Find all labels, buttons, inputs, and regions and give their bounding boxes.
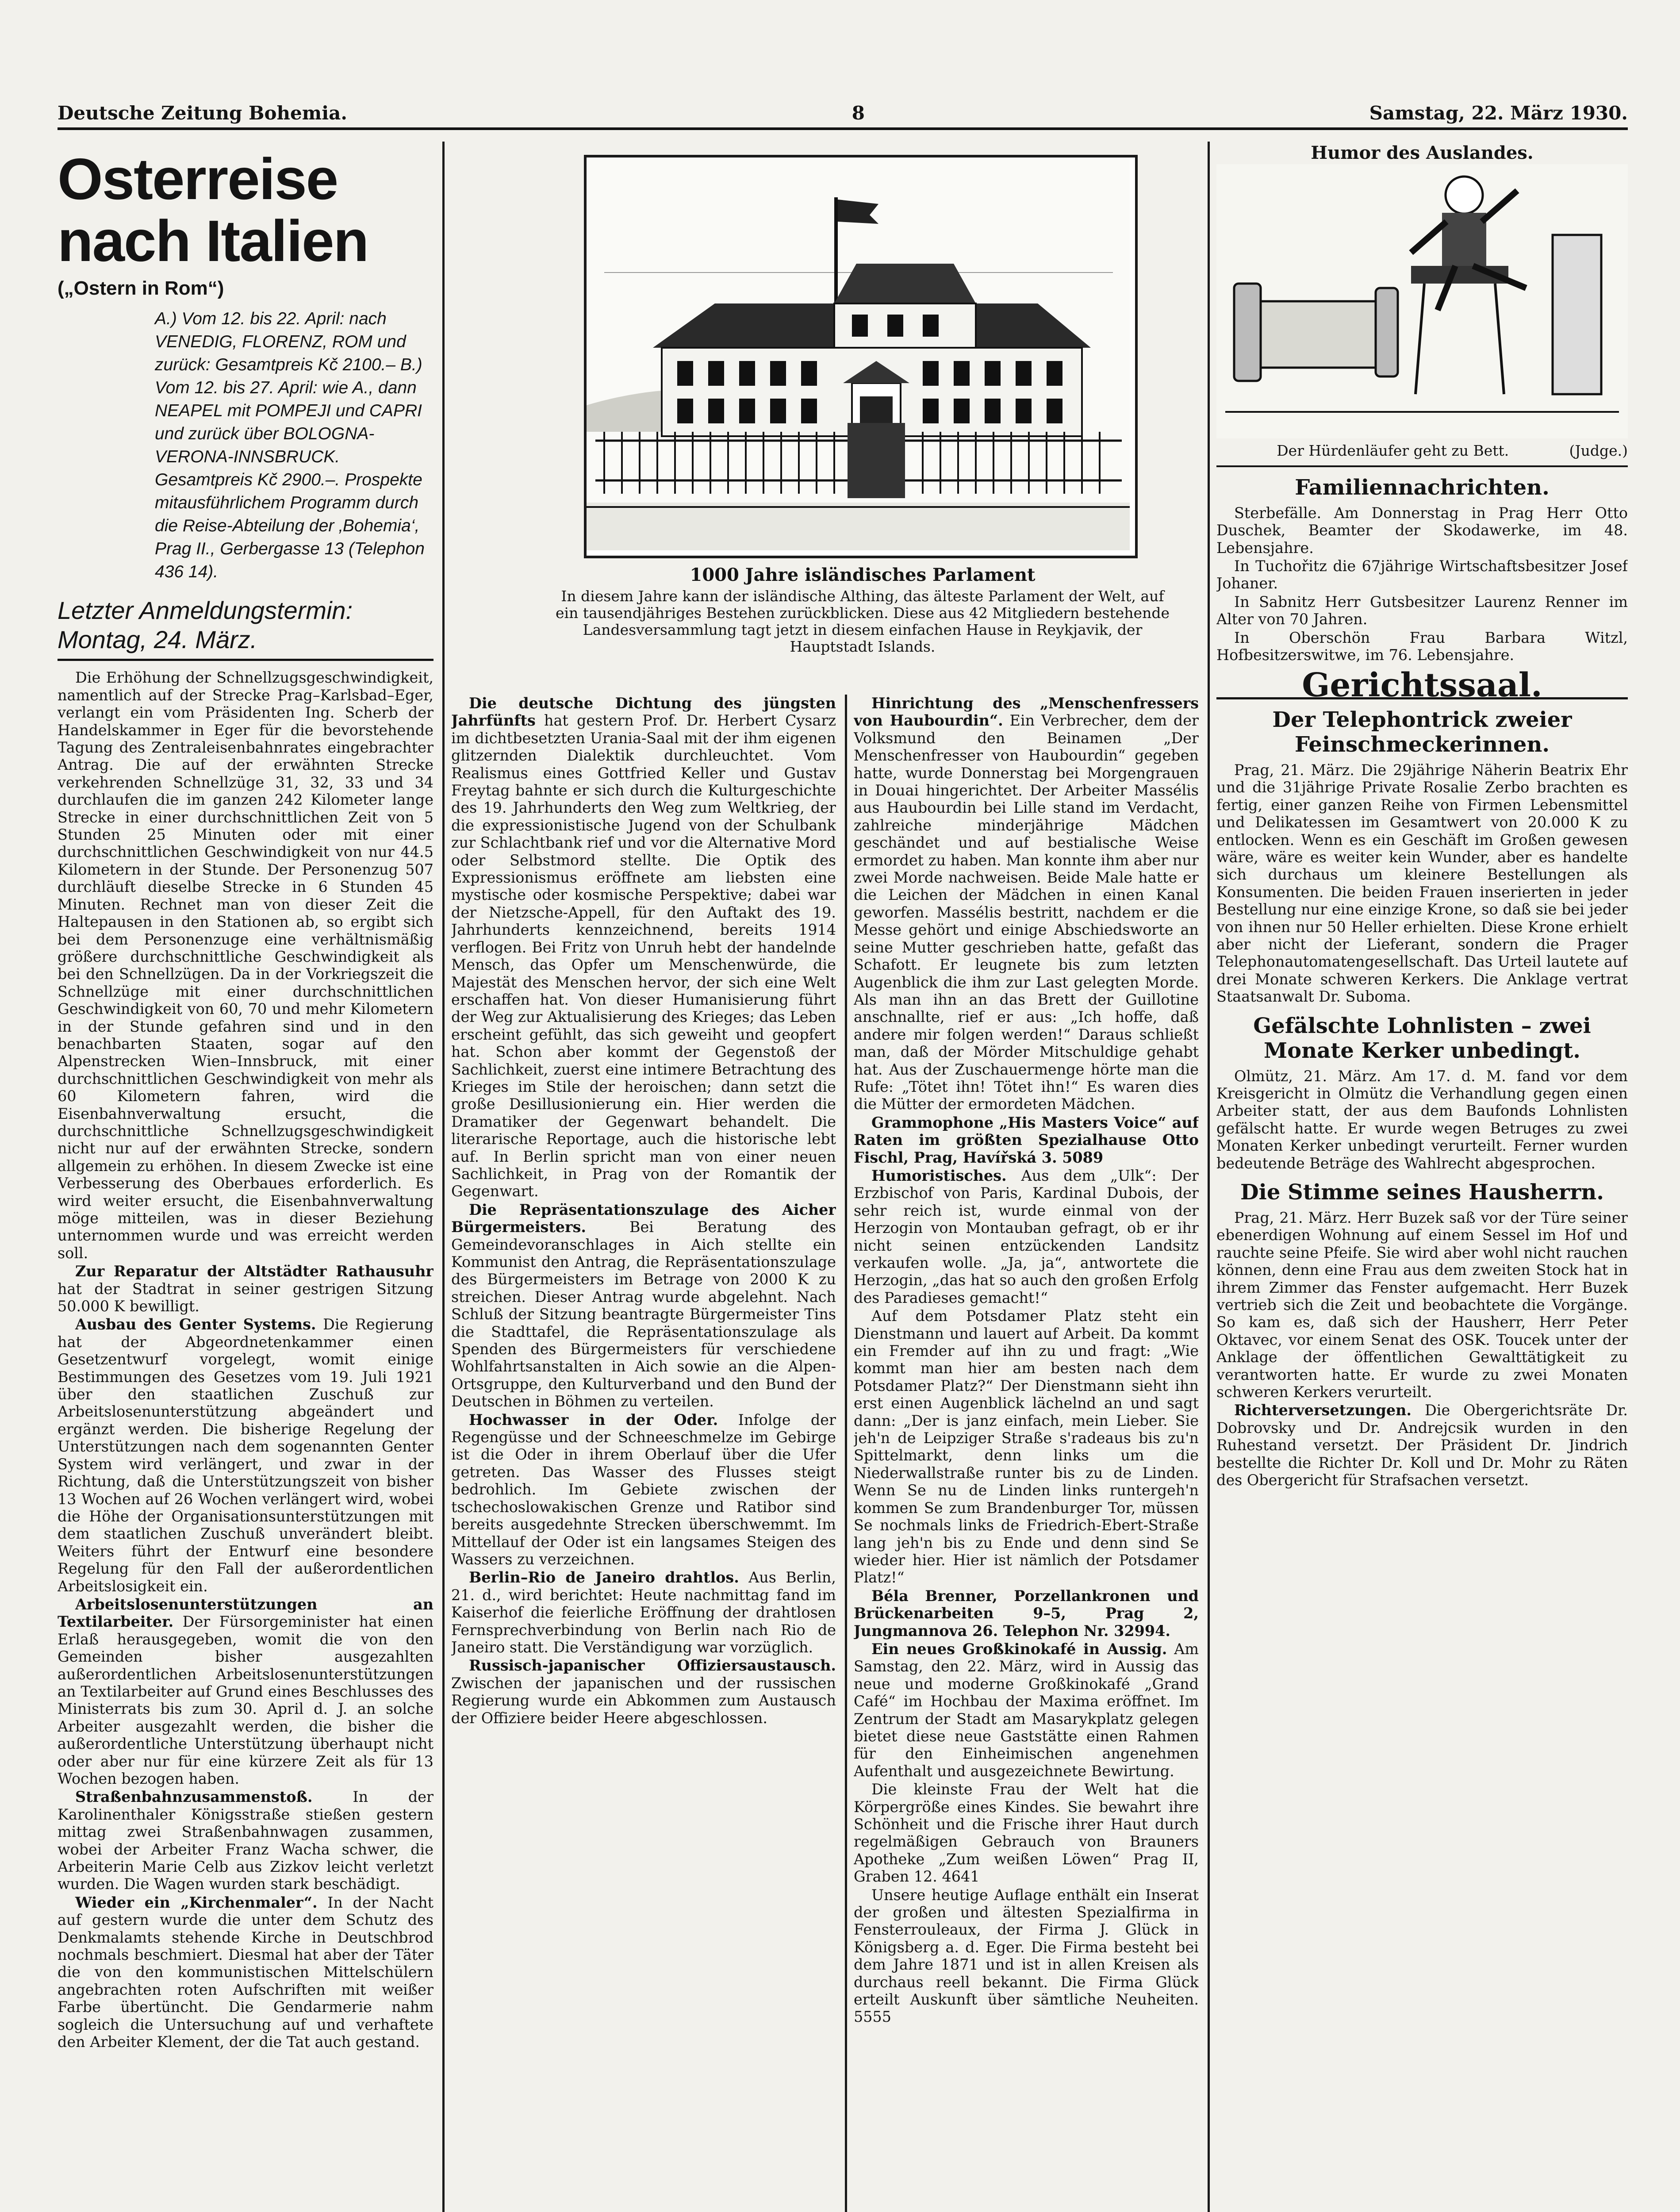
family-notice: In Sabnitz Herr Gutsbesitzer Laurenz Renner im Alter von 70 Jahren. <box>1216 593 1628 628</box>
column-rule <box>845 695 847 2212</box>
article-text: Zwischen der japanischen und der russischen Regierung wurde ein Abkommen zum Austausch der Offiziere beider Heere abgeschlossen. <box>451 1674 836 1727</box>
ad-subtitle: („Ostern in Rom“) <box>58 277 224 299</box>
article-text: Infolge der Regengüsse und der Schneeschmelze im Gebirge ist die Oder in ihrem Oberlauf über die Ufer getreten. Das Wasser des Flusses steigt bedrohlich. Im Gebiete zwischen der tschechoslowakischen Grenze und Ratibor sind bereits ausgedehnte Strecken überschwemmt. Im Mittellauf der Oder ist ein langsames Steigen des Wassers zu verzeichnen. <box>451 1411 836 1568</box>
article-text: Aus dem „Ulk“: Der Erzbischof von Paris, Kardinal Dubois, der sehr reich ist, wurde einmal von der Herzogin von Montauban gefragt, ob er ihr nicht seinen entzückenden Landsitz verkaufen wolle. „Ja, ja“, antwortete die Herzogin, „das hat so auch den großen Erfolg des Paradieses gemacht!“ <box>854 1167 1199 1306</box>
article-text: hat gestern Prof. Dr. Herbert Cysarz im dichtbesetzten Urania-Saal mit der ihm eigenen glitzernden Dialektik durchleuchtet. Vom Realismus eines Gottfried Keller und Gustav Freytag bahnte er sich durch die Kulturgeschichte des 19. Jahrhunderts den Weg zum Weltkrieg, der die expressionistische Jugend von der Schulbank zur Schlachtbank rief und vor die Alternative Mord oder Selbstmord stellte. Die Optik des Expressionismus eröffnete am liebsten eine mystische oder kosmische Perspektive; dabei war der Nietzsche-Appell, für den Auftakt des 19. Jahrhunderts kennzeichnend, bereits 1914 verflogen. Bei Fritz von Unruh hebt der handelnde Mensch, das Opfer um Menschenwürde, die Majestät des Menschen hervor, der sich eine Welt erschaffen hat. Von dieser Humanisierung führt der Weg zur Aktualisierung des Krieges; das Leben erscheint gefühlt, das sich geweiht und geopfert hat. Schon aber kommt der Gegenstoß der Sachlichkeit, zuerst eine intimere Betrachtung des Krieges im Stile der heroischen; dann setzt die große Desillusionierung ein. Hier werden die Dramatiker der Gegenwart behandelt. Die literarische Reportage, auch die historische lebt auf. In Berlin spricht man von einer neuen Sachlichkeit, in Prag von der Romantik der Gegenwart. <box>451 712 836 1200</box>
article-heading: Richterversetzungen. <box>1234 1402 1412 1419</box>
article-heading: Hochwasser in der Oder. <box>469 1411 718 1429</box>
article-text: Die Regierung hat der Abgeordnetenkammer einen Gesetzentwurf vorgelegt, womit einige Bestimmungen des Gesetzes vom 19. Juli 1921 über den staatlichen Zuschuß zur Arbeitslosenunterstützung abgeändert und ergänzt werden. Die bisherige Regelung der Unterstützungen nach dem sogenannten Genter System wird verlängert, und zwar in der Richtung, daß die Unterstützungszeit von bisher 13 Wochen auf 26 Wochen verlängert wird, wobei die Höhe der Organisationsunterstützungen mit dem staatlichen Zuschuß unverändert bleibt. Weiters führt der Entwurf eine besondere Regelung für den Fall der außerordentlichen Arbeitslosigkeit ein. <box>58 1316 433 1595</box>
deadline-label: Letzter Anmeldungstermin: <box>58 596 353 625</box>
paper-name: Deutsche Zeitung Bohemia. <box>58 102 347 124</box>
article-text: Auf dem Potsdamer Platz steht ein Dienstmann und lauert auf Arbeit. Da kommt ein Fremder auf ihn zu und fragt: „Wie kommt man hier am besten nach dem Potsdamer Platz?“ Der Dienstmann sieht ihn erst einen Augenblick lächelnd an und sagt dann: „Der is janz einfach, mein Lieber. Sie jeh'n de Leipziger Straße s'radeaus bis zu'n Spittelmarkt, denn links um die Niederwallstraße runter bis zu de Linden. Wenn Se nu de Linden links runtergeh'n kommen Se zum Brandenburger Tor, müssen Se nochmals links de Friedrich-Ebert-Straße lang jeh'n bis zu Ende und denn sind Se wieder hier. Hier ist nämlich der Potsdamer Platz!“ <box>854 1307 1199 1586</box>
article-heading: Der Telephontrick zweier Feinschmeckerinnen. <box>1272 707 1572 757</box>
article-text: Bei Beratung des Gemeindevoranschlages in Aich stellte ein Kommunist den Antrag, die Repräsentationszulage des Bürgermeisters im Betrage von 2000 K zu streichen. Dieser Antrag wurde abgelehnt. Nach Schluß der Sitzung beantragte Bürgermeister Tins die Stadttafel, die Repräsentationszulage als Spenden des Bürgermeisters für verschiedene Wohlfahrtsanstalten in Aich sowie an die Alpen-Ortsgruppe, den Kulturverband und den Bund der Deutschen in Böhmen zu verteilen. <box>451 1218 836 1410</box>
cartoon-caption <box>1216 442 1628 459</box>
page-number: 8 <box>852 102 865 124</box>
column-3 <box>854 695 1199 2212</box>
article-text: Olmütz, 21. März. Am 17. d. M. fand vor dem Kreisgericht in Olmütz die Verhandlung gegen einen Arbeiter statt, der aus dem Baufonds Lohnlisten gefälscht hatte. Er wurde wegen Betruges zu zwei Monaten Kerker unbedingt verurteilt. Ferner wurden bedeutende Beträge des Wahlrecht abgesprochen. <box>1216 1067 1628 1172</box>
parliament-illustration <box>584 155 1138 558</box>
article-text: Die Obergerichtsräte Dr. Dobrovsky und Dr. Andrejcsik wurden in den Ruhestand versetzt. Der Präsident Dr. Jindrich bestellte die Richter Dr. Koll und Dr. Mohr zu Räten des Obergericht für Strafsachen versetzt. <box>1216 1402 1628 1489</box>
issue-date: Samstag, 22. März 1930. <box>1369 102 1628 124</box>
iceland-feature <box>553 155 1172 686</box>
article-heading: Ein neues Großkinokafé in Aussig. <box>871 1640 1167 1658</box>
article-heading: Hinrichtung des „Menschenfressers von Haubourdin“. <box>854 695 1199 730</box>
column-rule <box>1208 142 1210 2212</box>
family-notice: In Oberschön Frau Barbara Witzl, Hofbesitzerswitwe, im 76. Lebensjahre. <box>1216 629 1628 664</box>
column-2 <box>451 695 836 2212</box>
court-title: Gerichtssaal. <box>1216 677 1628 699</box>
family-notice: In Tuchořitz die 67jährige Wirtschaftsbesitzer Josef Johaner. <box>1216 557 1628 592</box>
article-text: Der Fürsorgeminister hat einen Erlaß herausgegeben, womit die von den Gemeinden bisher ausgezahlten außerordentlichen Arbeitslosenunterstützungen an Textilarbeiter auf Grund eines Beschlusses des Ministerrats bis zum 30. April d. J. an solche Arbeiter ausgezahlt werden, die bisher die außerordentliche Unterstützung überhaupt nicht oder aber nur für eine kürzere Zeit als für 13 Wochen bezogen haben. <box>58 1613 433 1787</box>
article-heading: Ausbau des Genter Systems. <box>75 1316 316 1333</box>
family-title: Familiennachrichten. <box>1295 475 1550 500</box>
article-heading: Russisch-japanischer Offiziersaustausch. <box>469 1657 836 1674</box>
cartoon-caption-text: Der Hürdenläufer geht zu Bett. <box>1277 442 1509 459</box>
article-heading: Die deutsche Dichtung des jüngsten Jahrfünfts <box>451 695 836 730</box>
divider <box>1216 465 1628 467</box>
article-text: Ein Verbrecher, dem der Volksmund den Beinamen „Der Menschenfresser von Haubourdin“ gegeben hatte, wurde Donnerstag bei Morgengrauen in Douai hingerichtet. Der Arbeiter Massélis aus Haubourdin bei Lille stand im Verdacht, zahlreiche minderjährige Mädchen geschändet und auf bestialische Weise ermordet zu haben. Man konnte ihm aber nur zwei Morde nachweisen. Beide Male hatte er die Leichen der Mädchen in einen Kanal geworfen. Massélis bestritt, nachdem er die Messe gehört und einige Abschiedsworte an seine Mutter geschrieben hatte, gefaßt das Schafott. Er leugnete bis zum letzten Augenblick die ihm zur Last gelegten Morde. Als man ihn an das Brett der Guillotine anschnallte, rief er aus: „Ich hoffe, daß andere mir folgen werden!“ Daraus schließt man, daß der Mörder Mitschuldige gehabt hat. Aus der Zuschauermenge hörte man die Rufe: „Tötet ihn! Tötet ihn!“ Es waren dies die Mütter der ermordeten Mädchen. <box>854 712 1199 1113</box>
ad-headline-1: Osterreise <box>58 146 338 211</box>
article-heading: Berlin–Rio de Janeiro drahtlos. <box>469 1569 739 1586</box>
article-text: Aus Berlin, 21. d., wird berichtet: Heute nachmittag fand im Kaiserhof die feierliche Eröffnung der drahtlosen Fernsprechverbindung von Berlin nach Rio de Janeiro statt. Die Verständigung war vorzüglich. <box>451 1569 836 1656</box>
article-text: hat der Stadtrat in seiner gestrigen Sitzung 50.000 K bewilligt. <box>58 1280 433 1315</box>
article-heading: Wieder ein „Kirchenmaler“. <box>75 1893 318 1911</box>
article-text: Prag, 21. März. Herr Buzek saß vor der Türe seiner ebenerdigen Wohnung auf einem Sessel im Hof und rauchte seine Pfeife. Sie wird aber wohl nicht rauchen können, denn eine Frau aus dem zweiten Stock hat in ihrem Zimmer das Fenster aufgemacht. Herr Buzek vertrieb sich die Zeit und beobachtete die Vorgänge. So kam es, daß sich der Hausherr, Herr Peter Oktavec, vor einem Senat des OSK. Toucek unter der Anklage der öffentlichen Gewalttätigkeit zu verantworten hatte. Er wurde zu zwei Monaten schweren Kerkers verurteilt. <box>1216 1209 1628 1401</box>
article-heading: Die Repräsentationszulage des Aicher Bürgermeisters. <box>451 1201 836 1236</box>
article-heading: Humoristisches. <box>871 1167 1007 1184</box>
article-heading: Die Stimme seines Hausherrn. <box>1240 1180 1604 1205</box>
cartoon-title: Humor des Auslandes. <box>1311 142 1534 163</box>
hurdler-cartoon <box>1216 164 1628 438</box>
travel-ad <box>58 146 433 661</box>
ad-headline-2: nach Italien <box>58 208 368 273</box>
article-heading: Arbeitslosenunterstützungen an Textilarbeiter. <box>58 1595 433 1631</box>
parliament-house-drawing <box>587 157 1130 550</box>
article-text: Die Erhöhung der Schnellzugsgeschwindigkeit, namentlich auf der Strecke Prag–Karlsbad–Eger, verlangt ein vom Präsidenten Ing. Scherb der Handelskammer in Eger für die bevorstehende Tagung des Zentraleisenbahnrates eingebrachter Antrag. Die auf der erwähnten Strecke verkehrenden Schnellzüge 31, 32, 33 und 34 durchlaufen die im ganzen 242 Kilometer lange Strecke in einer durchschnittlichen Zeit von 5 Stunden 25 Minuten oder mit einer durchschnittlichen Geschwindigkeit von nur 44.5 Kilometern in der Stunde. Der Personenzug 507 durchläuft dieselbe Strecke in 6 Stunden 45 Minuten. Rechnet man von dieser Zeit die Haltepausen in den Stationen ab, so ergibt sich bei dem Personenzuge eine verhältnismäßig größere durchschnittliche Geschwindigkeit als bei den Schnellzügen. Da in der Vorkriegszeit die Schnellzüge mit einer durchschnittlichen Geschwindigkeit von 60, 70 und mehr Kilometern in der Stunde gefahren sind und in den benachbarten Staaten, sogar auf den Alpenstrecken Wien–Innsbruck, mit einer durchschnittlichen Geschwindigkeit von mehr als 60 Kilometern fahren, wird die Eisenbahnverwaltung ersucht, die durchschnittliche Schnellzugsgeschwindigkeit nicht nur auf der erwähnten Strecke, sondern allgemein zu erhöhen. In diesem Zwecke ist eine Verbesserung des Oberbaues erforderlich. Es wird weiter ersucht, die Eisenbahnverwaltung möge mitteilen, was in dieser Beziehung unternommen wurde und was erreicht werden soll. <box>58 669 433 1262</box>
article-text: In der Nacht auf gestern wurde die unter dem Schutz des Denkmalamts stehende Kirche in Deutschbrod nochmals beschmiert. Diesmal hat aber der Täter die von den kommunistischen Mittelschülern angebrachten roten Aufschriften mit weißer Farbe übertüncht. Die Gendarmerie nahm sogleich die Untersuchung auf und verhaftete den Arbeiter Klement, der die Tat auch gestand. <box>58 1893 433 2051</box>
classified-ad: Die kleinste Frau der Welt hat die Körpergröße eines Kindes. Sie bewahrt ihre Schönheit und die Frische ihrer Haut durch regelmäßigen Gebrauch von Brauners Apotheke „Zum weißen Löwen“ Prag II, Graben 12. 4641 <box>854 1781 1199 1886</box>
classified-ad: Grammophone „His Masters Voice“ auf Raten im größten Spezialhause Otto Fischl, Prag, Havířská 3. 5089 <box>854 1114 1199 1166</box>
article-heading: Gefälschte Lohnlisten – zwei Monate Kerker unbedingt. <box>1253 1013 1591 1063</box>
caption-heading: 1000 Jahre isländisches Parlament <box>690 565 1036 585</box>
column-4 <box>1216 142 1628 2212</box>
ad-offer: A.) Vom 12. bis 22. April: nach VENEDIG, FLORENZ, ROM und zurück: Gesamtpreis Kč 2100.– B.) Vom 12. bis 27. April: wie A., dann NEAPEL mit POMPEJI und CAPRI und zurück über BOLOGNA-VERONA-INNSBRUCK. Gesamtpreis Kč 2900.–. Prospekte mitausführlichem Programm durch die Reise-Abteilung der ‚Bohemia‘, Prag II., Gerbergasse 13 (Telephon 436 14). <box>155 309 425 582</box>
deadline-date: Montag, 24. März. <box>58 626 257 654</box>
cartoon-source: (Judge.) <box>1569 442 1628 459</box>
article-text: Am Samstag, den 22. März, wird in Aussig das neue und moderne Großkinokafé „Grand Café“ im Hochbau der Maxima eröffnet. Im Zentrum der Stadt am Masarykplatz gelegen bietet diese neue Gaststätte einen Rahmen für den Einheimischen angenehmen Aufenthalt und ausgezeichnete Bewirtung. <box>854 1640 1199 1780</box>
newspaper-page <box>58 75 1628 2212</box>
article-heading: Zur Reparatur der Altstädter Rathausuhr <box>75 1263 433 1280</box>
column-1 <box>58 142 433 2212</box>
ad-deadline <box>58 596 433 661</box>
classified-ad: Béla Brenner, Porzellankronen und Brückenarbeiten 9–5, Prag 2, Jungmannova 26. Telephon Nr. 32994. <box>854 1587 1199 1640</box>
article-heading: Straßenbahnzusammenstoß. <box>75 1788 313 1806</box>
classified-ad: Unsere heutige Auflage enthält ein Inserat der großen und ältesten Spezialfirma in Fensterrouleaux, der Firma J. Glück in Königsberg a. d. Eger. Die Firma besteht bei dem Jahre 1871 und ist in allen Kreisen als durchaus reell bekannt. Die Firma Glück erteilt Auskunft über sämtliche Neuheiten. 5555 <box>854 1886 1199 2026</box>
article-text: Prag, 21. März. Die 29jährige Näherin Beatrix Ehr und die 31jährige Private Rosalie Zerbo brachten es fertig, einer ganzen Reihe von Firmen Lebensmittel und Delikatessen im Gesamtwert von 20.000 K zu entlocken. Wenn es ein Geschäft im Großen gewesen wäre, wäre es weiter kein Wunder, aber es handelte sich durchaus um kleinere Bestellungen als Konsumenten. Die beiden Frauen inserierten in jeder Bestellung nur eine einzige Krone, so daß sie bei jeder von ihnen nur 50 Heller erhielten. Diese Krone erhielt aber nicht der Lieferant, sondern die Prager Telephonautomatengesellschaft. Das Urteil lautete auf drei Monate schweren Kerkers. Die Anklage vertrat Staatsanwalt Dr. Suboma. <box>1216 761 1628 1006</box>
article-text: In der Karolinenthaler Königsstraße stießen gestern mittag zwei Straßenbahnwagen zusammen, wobei der Arbeiter Franz Wacha schwer, die Arbeiterin Marie Celb aus Zizkov leicht verletzt wurden. Die Wagen wurden stark beschädigt. <box>58 1788 433 1893</box>
family-notice: Sterbefälle. Am Donnerstag in Prag Herr Otto Duschek, Beamter der Skodawerke, im 48. Lebensjahre. <box>1216 504 1628 557</box>
masthead <box>58 97 1628 130</box>
column-rule <box>442 142 445 2212</box>
caption-text: In diesem Jahre kann der isländische Althing, das älteste Parlament der Welt, auf ein tausendjähriges Bestehen zurückblicken. Diese aus 42 Mitgliedern bestehende Landesversammlung tagt jetzt in diesem einfachen Hause in Reykjavik, der Hauptstadt Islands. <box>555 588 1170 655</box>
